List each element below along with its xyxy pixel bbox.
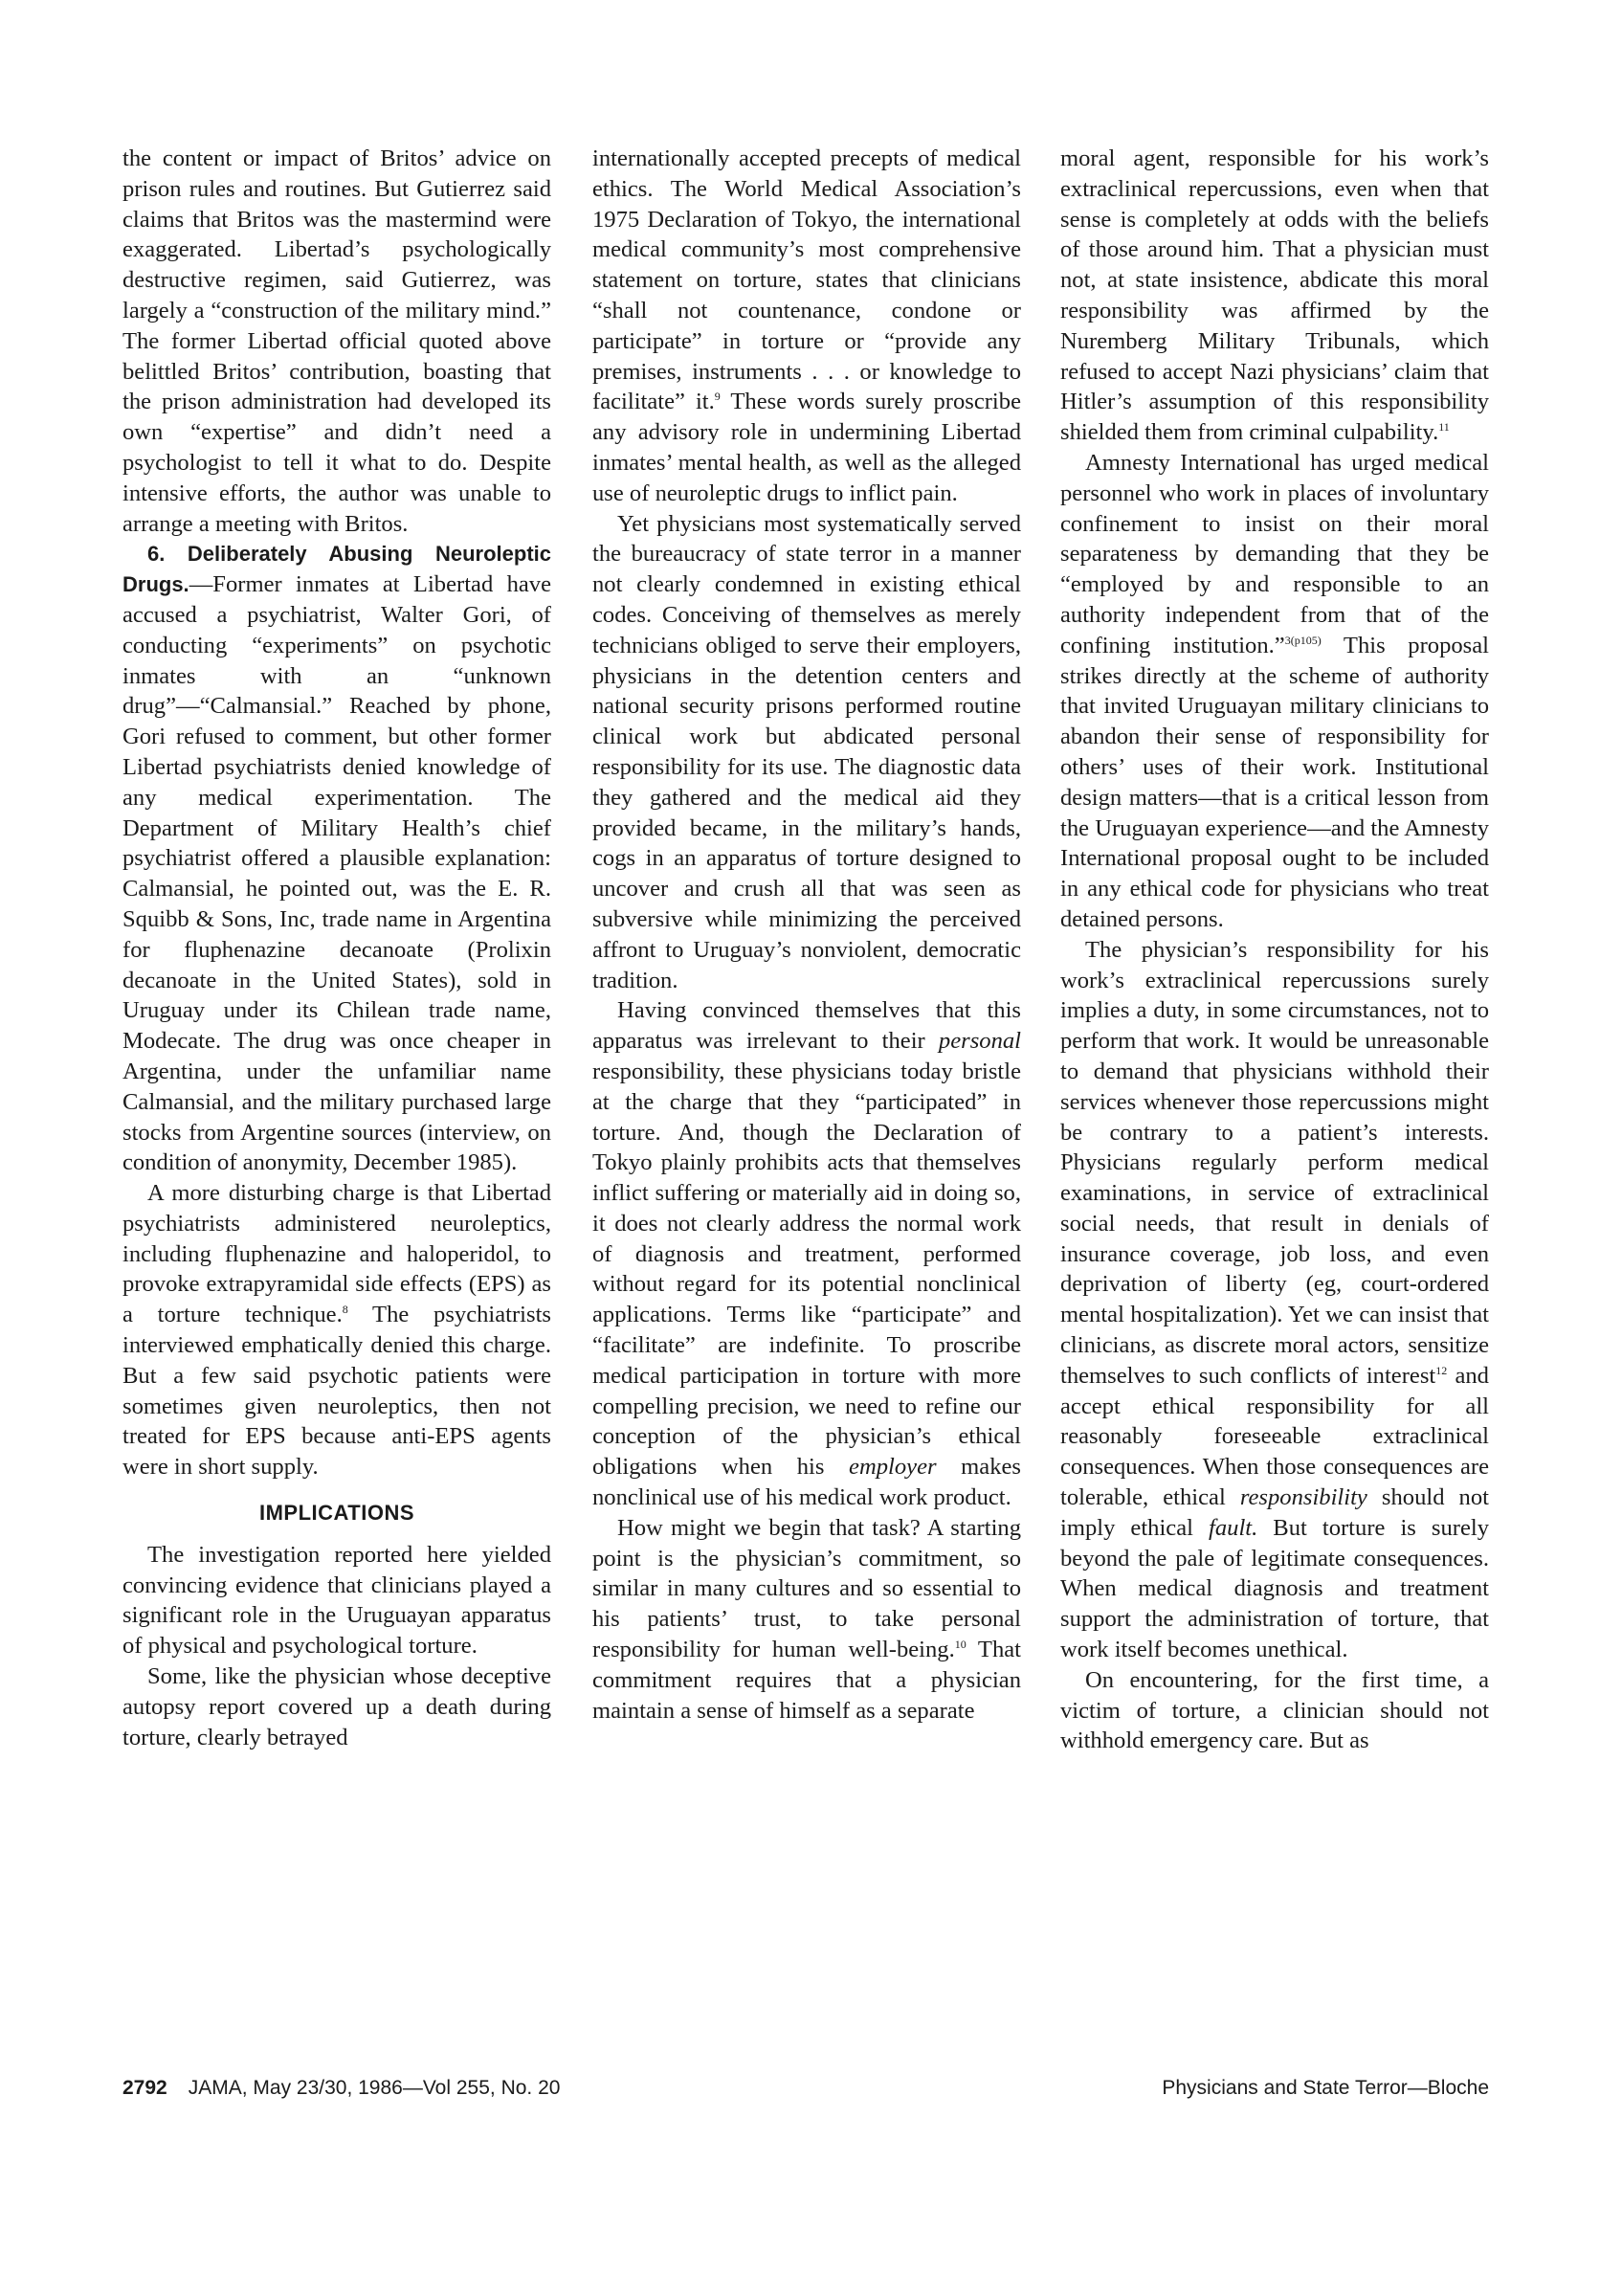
- footer-left: [122, 2077, 560, 2100]
- paragraph-text: How might we begin that task? A starting point is the physician’s commitment, so similar in many cultures and so essential to his patients’ trust, to take personal responsibility for human well-being.: [592, 1514, 1021, 1663]
- text-column-3: [1060, 144, 1489, 1756]
- paragraph: Some, like the physician whose deceptive autopsy report covered up a death during torture, clearly betrayed: [122, 1663, 551, 1750]
- reference-marker: 11: [1438, 420, 1450, 435]
- section-heading: IMPLICATIONS: [258, 1501, 415, 1526]
- paragraph-text: —Former inmates at Libertad have accused a psychiatrist, Walter Gori, of conducting “experiments” on psychotic inmates with an “unknown drug”—“Calmansial.” Reached by phone, Gori refused to comment, but other former Libertad psychiatrists denied knowledge of any medical experimentation. The Department of Military Health’s chief psychiatrist offered a plausible explanation: Calmansial, he pointed out, was the E. R. Squibb & Sons, Inc, trade name in Argentina for fluphenazine decanoate (Prolixin decanoate in the United States), sold in Uruguay under its Chilean trade name, Modecate. The drug was once cheaper in Argentina, under the unfamiliar name Calmansial, and the military purchased large stocks from Argentine sources (interview, on condition of anonymity, December 1985).: [122, 571, 551, 1176]
- page-number: 2792: [122, 2077, 167, 2099]
- reference-marker: 9: [714, 390, 721, 404]
- paragraph-text: and accept ethical responsibility for all reasonably foreseeable extraclinical consequences. When those consequences are tolerable, ethical: [1060, 1362, 1489, 1511]
- paragraph-text: Amnesty International has urged medical personnel who work in places of involuntary confinement to insist on their moral separateness by demanding that they be “employed by and responsible to an authority independent from that of the confining institution.”: [1060, 449, 1489, 658]
- paragraph-text: But torture is surely beyond the pale of legitimate consequences. When medical diagnosis and treatment support the administration of torture, that work itself becomes unethical.: [1060, 1514, 1489, 1663]
- running-title: Physicians and State Terror—Bloche: [1162, 2077, 1489, 2099]
- reference-marker: 10: [954, 1638, 967, 1652]
- paragraph-text: That commitment requires that a physician maintain a sense of himself as a separate: [592, 1637, 1021, 1724]
- emphasis-text: personal: [938, 1028, 1021, 1055]
- paragraph: [592, 144, 1021, 509]
- paragraph: [122, 539, 551, 1178]
- page-footer: [122, 2077, 1489, 2106]
- paragraph: the content or impact of Britos’ advice on prison rules and routines. But Gutierrez said claims that Britos was the mastermind were exaggerated. Libertad’s psychologically destructive regimen, said Gutierrez, was largely a “construction of the military mind.” The former Libertad official quoted above belittled Britos’ contribution, boasting that the prison administration had developed its own “expertise” and didn’t need a psychologist to tell it what to do. Despite intensive efforts, the author was unable to arrange a meeting with Britos.: [122, 145, 551, 537]
- paragraph: [592, 995, 1021, 1513]
- paragraph-text: This proposal strikes directly at the scheme of authority that invited Uruguayan military clinicians to abandon their sense of responsibility for others’ uses of their work. Institutional design matters—that is a critical lesson from the Uruguayan experience—and the Amnesty International proposal ought to be included in any ethical code for physicians who treat detained persons.: [1060, 632, 1489, 932]
- text-column-1: [122, 144, 551, 1752]
- run-in-subheading: 6. Deliberately Abusing Neuroleptic Drugs.: [122, 542, 551, 597]
- paragraph: The investigation reported here yielded convincing evidence that clinicians played a significant role in the Uruguayan apparatus of physical and psychological torture.: [122, 1541, 551, 1660]
- paragraph: On encountering, for the first time, a victim of torture, a clinician should not withhold emergency care. But as: [1060, 1666, 1489, 1754]
- paragraph: [122, 1178, 551, 1482]
- emphasis-text: employer: [849, 1454, 937, 1481]
- paragraph-text: makes nonclinical use of his medical work product.: [592, 1454, 1021, 1511]
- paragraph-text: responsibility, these physicians today bristle at the charge that they “participated” in torture. And, though the Declaration of Tokyo plainly prohibits acts that themselves inflict suffering or materially aid in doing so, it does not clearly address the normal work of diagnosis and treatment, performed without regard for its potential nonclinical applications. Terms like “participate” and “facilitate” are indefinite. To proscribe medical participation in torture with more compelling precision, we need to refine our conception of the physician’s ethical obligations when his: [592, 1058, 1021, 1481]
- paragraph-text: A more disturbing charge is that Libertad psychiatrists administered neuroleptics, including fluphenazine and haloperidol, to provoke extrapyramidal side effects (EPS) as a torture technique.: [122, 1180, 551, 1328]
- paragraph-text: The physician’s responsibility for his work’s extraclinical repercussions surely implies a duty, in some circumstances, not to perform that work. It would be unreasonable to demand that physicians withhold their services whenever those repercussions might be contrary to a patient’s interests. Physicians regularly perform medical examinations, in service of extraclinical social needs, that result in denials of insurance coverage, job loss, and even deprivation of liberty (eg, court-ordered mental hospitalization). Yet we can insist that clinicians, as discrete moral actors, sensitize themselves to such conflicts of interest: [1060, 936, 1489, 1389]
- journal-citation: JAMA, May 23/30, 1986—Vol 255, No. 20: [188, 2077, 561, 2099]
- reference-marker: 3(p105): [1284, 633, 1322, 647]
- reference-marker: 8: [342, 1303, 348, 1317]
- reference-marker: 12: [1435, 1363, 1448, 1377]
- paragraph: [1060, 144, 1489, 448]
- emphasis-text: fault.: [1209, 1514, 1258, 1541]
- paragraph-text: moral agent, responsible for his work’s extraclinical repercussions, even when that sense is completely at odds with the beliefs of those around him. That a physician must not, at state insistence, abdicate this moral responsibility was affirmed by the Nuremberg Military Tribunals, which refused to accept Nazi physicians’ claim that Hitler’s assumption of this responsibility shielded them from criminal culpability.: [1060, 145, 1489, 446]
- paragraph-text: internationally accepted precepts of medical ethics. The World Medical Association’s 1975 Declaration of Tokyo, the international medical community’s most comprehensive statement on torture, states that clinicians “shall not countenance, condone or participate” in torture or “provide any premises, instruments . . . or knowledge to facilitate” it.: [592, 145, 1021, 415]
- paragraph: [1060, 935, 1489, 1665]
- paragraph: [1060, 448, 1489, 935]
- paragraph-text: should not imply ethical: [1060, 1484, 1489, 1541]
- paragraph-text: The psychiatrists interviewed emphatically denied this charge. But a few said psychotic patients were sometimes given neuroleptics, then not treated for EPS because anti-EPS agents were in short supply.: [122, 1302, 551, 1481]
- text-column-2: [592, 144, 1021, 1726]
- paragraph-text: These words surely proscribe any advisory role in undermining Libertad inmates’ mental health, as well as the alleged use of neuroleptic drugs to inflict pain.: [592, 389, 1021, 506]
- emphasis-text: responsibility: [1239, 1484, 1367, 1511]
- paragraph-text: Having convinced themselves that this apparatus was irrelevant to their: [592, 997, 1021, 1055]
- paragraph: [592, 1513, 1021, 1727]
- paragraph: Yet physicians most systematically served the bureaucracy of state terror in a manner not clearly condemned in existing ethical codes. Conceiving of themselves as merely technicians obliged to serve their employers, physicians in the detention centers and national security prisons performed routine clinical work but abdicated personal responsibility for its use. The diagnostic data they gathered and the medical aid they provided became, in the military’s hands, cogs in an apparatus of torture designed to uncover and crush all that was seen as subversive while minimizing the perceived affront to Uruguay’s nonviolent, democratic tradition.: [592, 510, 1021, 993]
